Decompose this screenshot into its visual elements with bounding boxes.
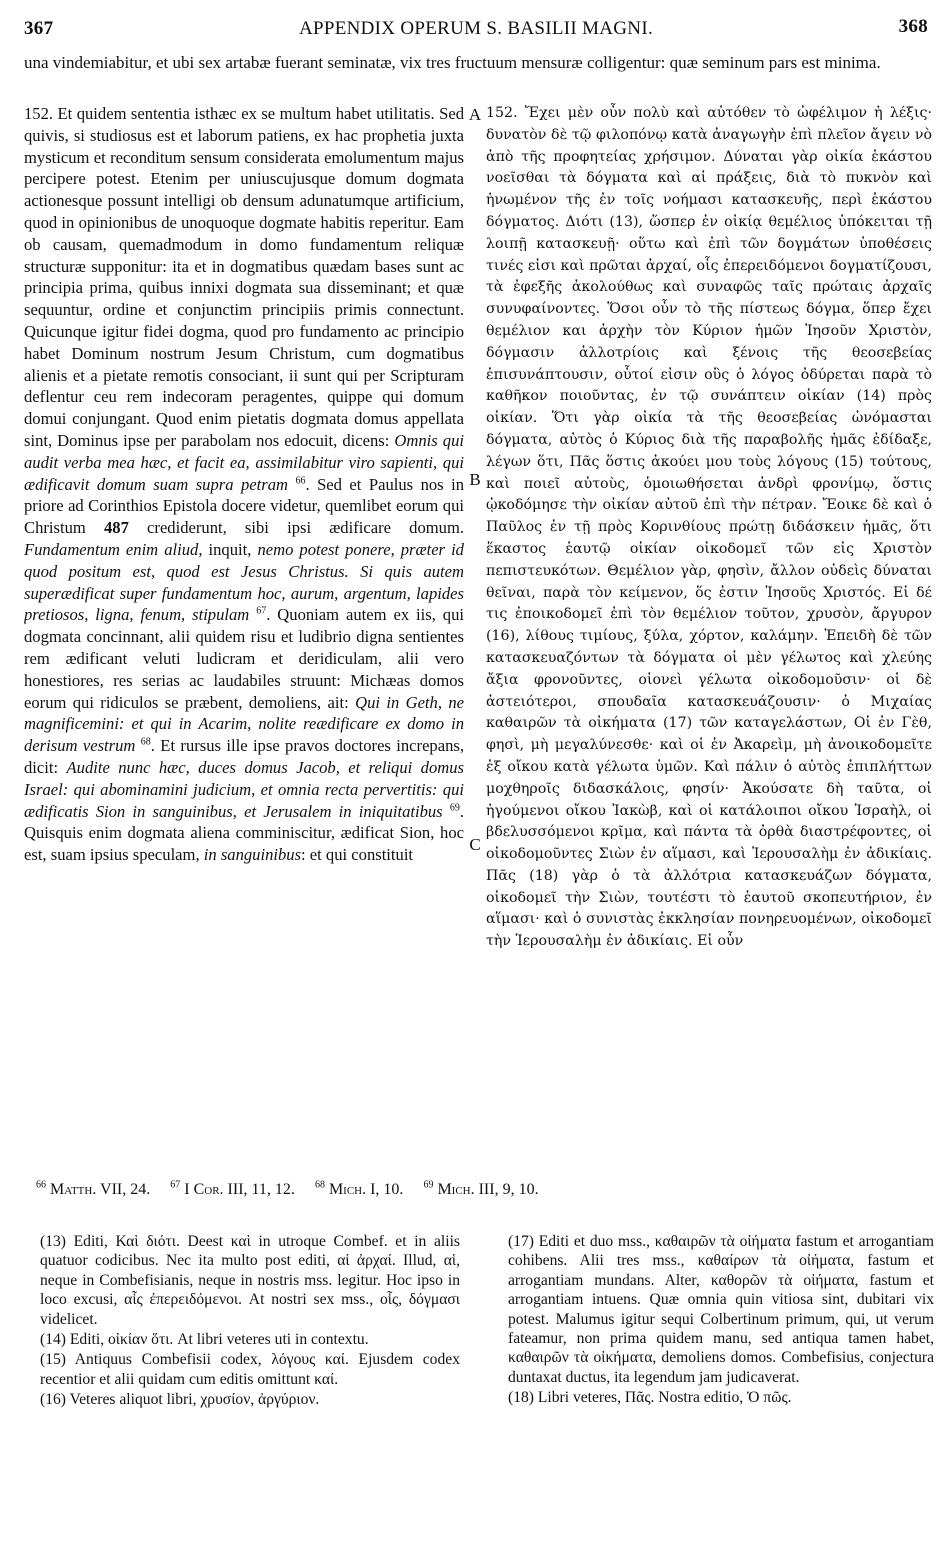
- latin-quote-5: Audite nunc hæc, duces domus Jacob, et reliqui domus Israel: qui abominamini judicium, et omnia recta pervertitis: qui ædificatis Sion in sanguinibus, et Jerusalem in iniquitatibus: [24, 757, 464, 821]
- reference-item: $^{68}$ Mich. I, 10.: [314, 1179, 404, 1198]
- latin-text-1: 152. Et quidem sententia isthæc ex se multum habet utilitatis. Sed quivis, si studiosus est et laborum patiens, ex hac prophetia juxta mysticum et reconditum sensum considerata emolumentum majus percipere potest. Etenim per uniuscujusque domum dogmata actionesque possunt intelligi ob densum adunatumque artificium, quod in opinionibus de unoquoque dogmate habitis reperitur. Eam ob causam, quemadmodum in domo fundamentum reliquæ structuræ supponitur: ita et in dogmatibus quædam bases sunt ac principia prima, quibus innixi dogmata sua disseminant; et quæ sequuntur, ordine et conjunctim principiis primis connectunt. Quicunque igitur fidei dogma, quod pro fundamento ac principio habet Dominum nostrum Jesum Christum, cum dogmatibus alienis et a pietate remotis consociant, ii sunt qui per Scripturam deflentur ceu rem indecoram peragentes, quippe qui domum domui conjungant. Quod enim pietatis dogmata domus appellata sint, Dominus ipse per parabolam nos edocuit, dicens:: [24, 104, 464, 450]
- latin-quote-1: Omnis qui audit verba mea hæc, et facit ea, assimilabitur viro sapienti, qui ædificavit domum suam supra petram: [24, 430, 464, 494]
- margin-marker-a: A: [468, 105, 482, 124]
- reference-item: $^{69}$ Mich. III, 9, 10.: [423, 1179, 539, 1198]
- footnote-ref-68: 68: [140, 736, 151, 748]
- latin-text-6: . Et rursus ille ipse pravos doctores increpans, dicit:: [24, 736, 464, 777]
- greek-column: [486, 103, 932, 1163]
- footnotes-right: [508, 1232, 934, 1409]
- footnote-ref-67: 67: [256, 605, 267, 617]
- footnote: (16) Veteres aliquot libri, χρυσίον, ἀργύριον.: [40, 1391, 320, 1409]
- footnote-ref-69: 69: [449, 801, 460, 813]
- latin-paragraph: [24, 103, 464, 866]
- latin-quote-2: Fundamentum enim aliud,: [24, 539, 203, 559]
- footnotes-left: [40, 1232, 460, 1411]
- latin-column: [24, 103, 464, 1163]
- footnote: (13) Editi, Καὶ διότι. Deest καὶ in utroque Combef. et in aliis quatuor codicibus. Nec ita multo post editi, αἱ ἀρχαί. Illud, αἱ, neque in Combefisianis, neque in nostris mss. legitur. Hoc ipso in loco excusi, αἷς ἐπερειδόμενοι. At nostri sex mss., οἷς, δόγμασι videlicet.: [40, 1233, 460, 1328]
- margin-marker-c: C: [469, 835, 481, 854]
- latin-quote-4: Qui in Geth, ne magnificemini: et qui in Acarim, nolite reædificare ex domo in derisum vestrum: [24, 692, 464, 756]
- latin-quote-6: in sanguinibus: [203, 845, 302, 865]
- page-number-left: 367: [24, 18, 54, 39]
- page-number-right: 368: [898, 16, 928, 37]
- latin-text-2: . Sed et Paulus nos in priore ad Corinthios Epistola docere videtur, quemlibet eorum qui Christum: [24, 474, 464, 538]
- running-title: APPENDIX OPERUM S. BASILII MAGNI.: [298, 18, 654, 39]
- running-header: [24, 8, 928, 40]
- latin-text-5: . Quoniam autem ex iis, qui dogmata concinnant, alii quidem risu et ludibrio digna sentientes rem ædificant veluti ludicram et deridiculam, alii vero honestiores, res serias ac laudabiles struunt: Michæas domos eorum qui ridiculos se præbent, demoliens, ait:: [24, 605, 464, 712]
- footnote: (14) Editi, οἰκίαν ὅτι. At libri veteres uti in contextu.: [40, 1331, 369, 1349]
- scripture-references: [36, 1178, 928, 1202]
- latin-text-8: : et qui constituit: [301, 845, 414, 865]
- intro-line: una vindemiabitur, et ubi sex artabæ fuerant seminatæ, vix tres fructuum mensuræ colligentur: quæ seminum pars est minima.: [24, 53, 881, 72]
- reference-item: $^{67}$ I Cor. III, 11, 12.: [170, 1179, 295, 1198]
- footnote: (17) Editi et duo mss., καθαιρῶν τὰ οἰήματα fastum et arrogantiam cohibens. Alii tres mss., καθαίρων τὰ οἰήματα, fastum et arrogantiam mundans. Alter, καθορῶν τὰ οἰήματα, fastum et arrogantiam intuens. Quæ omnia quin vitiosa sint, dubitari vix potest. Malumus igitur sequi Colbertinum primum, qui, ut verum fateamur, non prima quidem manu, sed antiqua tamen habet, καθαιρῶν τὰ οἰκήματα, demoliens domos. Combefisius, conjectura duntaxat ductus, ita legendum jam judicaverat.: [508, 1233, 934, 1386]
- latin-text-4: inquit,: [208, 539, 252, 559]
- footnote: (15) Antiquus Combefisii codex, λόγους καί. Ejusdem codex recentior et alii quidam cum editis omittunt καί.: [40, 1351, 460, 1388]
- column-number: 487: [103, 518, 129, 538]
- latin-text-7: . Quisquis enim dogmata aliena comminiscitur, ædificat Sion, hoc est, suam ipsius speculam,: [24, 801, 464, 865]
- latin-quote-3: nemo potest ponere, præter id quod positum est, quod est Jesus Christus. Si quis autem superædificat super fundamentum hoc, aurum, argentum, lapides pretiosos, ligna, fenum, stipulam: [24, 539, 464, 625]
- margin-marker-b: B: [469, 470, 481, 489]
- greek-paragraph: 152. Ἔχει μὲν οὖν πολὺ καὶ αὐτόθεν τὸ ὠφέλιμον ἡ λέξις· δυνατὸν δὲ τῷ φιλοπόνῳ κατὰ ἀναγωγὴν ἐπὶ πλεῖον ἄγειν νὸ ἀπὸ τῆς προφητείας χρήσιμον. Δύναται γὰρ οἰκία ἑκάστου νοεῖσθαι τὰ δόγματα καὶ αἱ πράξεις, διὰ τὸ πυκνὸν καὶ ἡνωμένον τῆς ἐν τοῖς νοήμασι κατασκευῆς, περὶ ἑκάστου δόγματος. Διότι (13), ὥσπερ ἐν οἰκίᾳ θεμέλιος ὑπόκειται τῇ λοιπῇ κατασκευῇ· οὕτω καὶ ἐπὶ τῶν δογμάτων ὑποθέσεις τινές εἰσι καὶ πρῶται ἀρχαί, οἷς ἐπερειδόμενοι δογματίζουσι, τὰ ἐφεξῆς ἀκολούθως καὶ συναφῶς ταῖς πρώταις ἀρχαῖς συνυφαίνοντες. Ὅσοι οὖν τὸ τῆς πίστεως δόγμα, ὅπερ ἔχει θεμέλιον και ἀρχὴν τὸν Κύριον ἡμῶν Ἰησοῦν Χριστὸν, δόγμασιν ἀλλοτρίοις καὶ ξένοις τῆς θεοσεβείας ἐπισυνάπτουσιν, οὗτοί εἰσιν οὓς ὁ λόγος ὀδύρεται παρὰ τὸ καθῆκον ποιοῦντας, ἐν τῷ συνάπτειν οἰκίαν (14) πρὸς οἰκίαν. Ὅτι γὰρ οἰκία τὰ τῆς θεοσεβείας ὠνόμασται δόγματα, αὐτὸς ὁ Κύριος διὰ τῆς παραβολῆς ἡμᾶς ἐδίδαξε, λέγων ὅτι, Πᾶς ὅστις ἀκούει μου τοὺς λόγους (15) τούτους, καὶ ποιεῖ αὐτοὺς, ὁμοιωθήσεται ἀνδρὶ φρονίμῳ, ὅστις ᾠκοδόμησε τὴν οἰκίαν αὐτοῦ ἐπὶ τὴν πέτραν. Ἔοικε δὲ καὶ ὁ Παῦλος ἐν τῇ πρὸς Κορινθίους πρώτῃ διδάσκειν ἡμᾶς, ὅτι ἕκαστος ἑαυτῷ οἰκίαν οἰκοδομεῖ τῶν εἰς Χριστὸν πεπιστευκότων. Θεμέλιον γὰρ, φησὶν, ἄλλον οὐδεὶς δύναται θεῖναι, παρὰ τὸν κείμενον, ὅς ἐστιν Ἰησοῦς Χριστός. Εἰ δέ τις ἐποικοδομεῖ ἐπὶ τὸν θεμέλιον τοῦτον, χρυσὸν, ἄργυρον (16), λίθους τιμίους, ξύλα, χόρτον, καλάμην. Ἐπειδὴ δὲ τῶν κατασκευαζόντων τὰ δόγματα οἱ μὲν γέλωτος καὶ χλεύης ἄξια φρονοῦντες, οἱονεὶ γέλωτα οἰκοδομοῦσιν· οἱ δὲ ἀστειότεροι, σπουδαῖα κατασκευάζουσιν· ὁ Μιχαίας καθαιρῶν τὰ οἰκήματα (17) τῶν καταγελάστων, Οἱ ἐν Γὲθ, φησὶ, μὴ μεγαλύνεσθε· καὶ οἱ ἐν Ἀκαρεὶμ, μὴ ἀνοικοδομεῖτε ἐξ οἴκου κατὰ γέλωτα ὑμῶν. Καὶ πάλιν ὁ αὐτὸς ἐπιπλήττων μοχθηροῖς διδασκάλοις, φησίν· Ἀκούσατε δὴ ταῦτα, οἱ ἡγούμενοι οἴκου Ἰακὼβ, καὶ οἱ κατάλοιποι οἴκου Ἰσραὴλ, οἱ βδελυσσόμενοι κρῖμα, καὶ πάντα τὰ ὀρθὰ διαστρέφοντες, οἱ οἰκοδομοῦντες Σιὼν ἐν αἵμασι, καὶ Ἱερουσαλὴμ ἐν ἀδικίαις. Πᾶς (18) γὰρ ὁ τὰ ἀλλότρια κατασκευάζων δόγματα, οἰκοδομεῖ τὴν Σιὼν, τουτέστι τὸ ἑαυτοῦ σκοπευτήριον, ἐν αἵμασι· καὶ ὁ συνιστὰς ἐκκλησίαν πονηρευομένων, οἰκοδομεῖ τὴν Ἱερουσαλὴμ ἐν ἀδικίαις. Εἰ οὖν: [486, 105, 932, 950]
- footnote: (18) Libri veteres, Πᾶς. Nostra editio, Ὁ πῶς.: [508, 1389, 792, 1407]
- reference-item: $^{66}$ Matth. VII, 24.: [36, 1179, 151, 1198]
- footnote-ref-66: 66: [295, 475, 306, 487]
- latin-text-3: crediderunt, sibi ipsi ædificare domum.: [147, 518, 464, 538]
